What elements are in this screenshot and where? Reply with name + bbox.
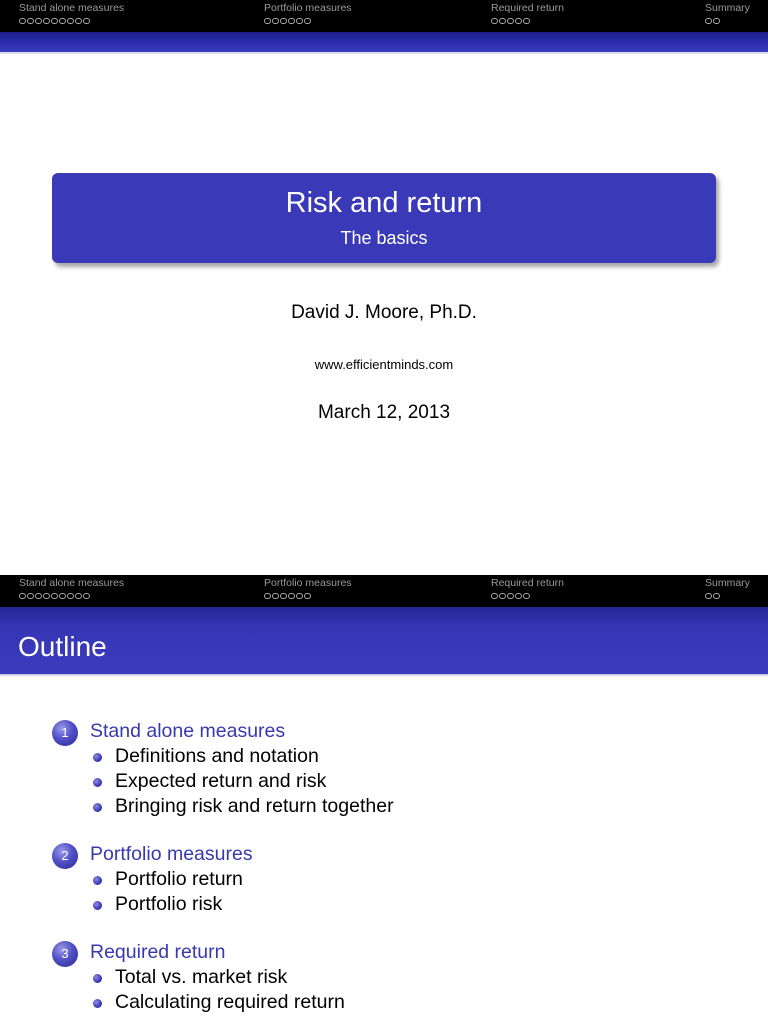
frame-dot-icon[interactable] — [51, 18, 58, 25]
nav-section-summary[interactable] — [705, 576, 750, 602]
section-link-portfolio[interactable]: Portfolio measures — [90, 843, 253, 865]
header-navbar — [0, 575, 768, 607]
nav-section-dots[interactable] — [705, 590, 750, 602]
nav-section-dots[interactable] — [491, 590, 564, 602]
frame-dot-icon[interactable] — [280, 18, 287, 25]
nav-section-title[interactable]: Stand alone measures — [19, 2, 125, 14]
frame-dot-icon[interactable] — [83, 593, 90, 600]
presentation-title: Risk and return — [285, 187, 483, 219]
subsection-link[interactable]: Portfolio return — [115, 868, 243, 890]
nav-section-stand-alone[interactable] — [19, 576, 124, 602]
nav-section-portfolio[interactable] — [264, 576, 352, 602]
subsection-link[interactable]: Portfolio risk — [115, 893, 223, 915]
frame-dot-icon[interactable] — [507, 18, 514, 25]
frame-dot-icon[interactable] — [75, 593, 82, 600]
frame-dot-icon[interactable] — [272, 593, 279, 600]
frame-dot-icon[interactable] — [713, 18, 720, 25]
frame-dot-icon[interactable] — [280, 593, 287, 600]
frame-dot-icon[interactable] — [27, 593, 34, 600]
frame-dot-icon[interactable] — [304, 593, 311, 600]
frame-dot-icon[interactable] — [272, 18, 279, 25]
nav-section-dots[interactable] — [491, 15, 564, 27]
frame-dot-icon[interactable] — [19, 593, 26, 600]
nav-section-title[interactable]: Portfolio measures — [264, 577, 352, 589]
bullet-icon — [93, 778, 102, 787]
subsection-link[interactable]: Definitions and notation — [115, 745, 319, 767]
frame-dot-icon[interactable] — [264, 593, 271, 600]
frame-dot-icon[interactable] — [43, 18, 50, 25]
nav-section-dots[interactable] — [19, 590, 124, 602]
nav-section-title[interactable]: Summary — [705, 2, 750, 14]
frame-dot-icon[interactable] — [83, 18, 90, 25]
author-website: www.efficientminds.com — [314, 357, 454, 372]
nav-section-dots[interactable] — [264, 590, 352, 602]
nav-section-dots[interactable] — [705, 15, 750, 27]
header-navbar — [0, 0, 768, 32]
frame-dot-icon[interactable] — [304, 18, 311, 25]
nav-section-stand-alone[interactable] — [19, 1, 124, 27]
frame-dot-icon[interactable] — [43, 593, 50, 600]
frame-dot-icon[interactable] — [523, 18, 530, 25]
frame-dot-icon[interactable] — [499, 593, 506, 600]
subsection-link[interactable]: Bringing risk and return together — [115, 795, 394, 817]
frame-dot-icon[interactable] — [499, 18, 506, 25]
subsection-link[interactable]: Expected return and risk — [115, 770, 327, 792]
frame-dot-icon[interactable] — [288, 593, 295, 600]
nav-section-title[interactable]: Stand alone measures — [19, 577, 125, 589]
bullet-icon — [93, 803, 102, 812]
frame-dot-icon[interactable] — [515, 18, 522, 25]
frame-dot-icon[interactable] — [67, 593, 74, 600]
frame-title: Outline — [18, 631, 107, 662]
bullet-icon — [93, 876, 102, 885]
frame-dot-icon[interactable] — [35, 593, 42, 600]
section-link-stand-alone[interactable]: Stand alone measures — [90, 720, 286, 742]
frame-dot-icon[interactable] — [67, 18, 74, 25]
nav-section-title[interactable]: Required return — [491, 577, 564, 589]
frame-dot-icon[interactable] — [75, 18, 82, 25]
frame-dot-icon[interactable] — [27, 18, 34, 25]
header-stripe — [0, 32, 768, 52]
presentation-date: March 12, 2013 — [317, 402, 451, 423]
frame-dot-icon[interactable] — [296, 593, 303, 600]
frame-dot-icon[interactable] — [19, 18, 26, 25]
nav-section-portfolio[interactable] — [264, 1, 352, 27]
author-name: David J. Moore, Ph.D. — [291, 302, 477, 323]
frame-dot-icon[interactable] — [515, 593, 522, 600]
subsection-link[interactable]: Calculating required return — [115, 991, 345, 1013]
frame-dot-icon[interactable] — [705, 593, 712, 600]
frame-dot-icon[interactable] — [491, 18, 498, 25]
frame-dot-icon[interactable] — [507, 593, 514, 600]
section-number-ball: 3 — [52, 941, 78, 967]
nav-section-dots[interactable] — [19, 15, 124, 27]
bullet-icon — [93, 999, 102, 1008]
frame-dot-icon[interactable] — [288, 18, 295, 25]
frame-dot-icon[interactable] — [51, 593, 58, 600]
nav-section-summary[interactable] — [705, 1, 750, 27]
frame-dot-icon[interactable] — [713, 593, 720, 600]
outline-slide — [0, 575, 768, 1024]
subsection-link[interactable]: Total vs. market risk — [115, 966, 288, 988]
section-link-required-return[interactable]: Required return — [90, 941, 226, 963]
nav-section-dots[interactable] — [264, 15, 352, 27]
presentation-subtitle: The basics — [340, 228, 428, 248]
bullet-icon — [93, 974, 102, 983]
frame-dot-icon[interactable] — [35, 18, 42, 25]
bullet-icon — [93, 753, 102, 762]
nav-section-title[interactable]: Portfolio measures — [264, 2, 352, 14]
bullet-icon — [93, 901, 102, 910]
frame-dot-icon[interactable] — [705, 18, 712, 25]
frame-title-bar — [0, 607, 768, 674]
nav-section-required-return[interactable] — [491, 576, 564, 602]
frame-dot-icon[interactable] — [264, 18, 271, 25]
nav-section-title[interactable]: Summary — [705, 577, 750, 589]
section-number-ball: 1 — [52, 720, 78, 746]
frame-dot-icon[interactable] — [296, 18, 303, 25]
frame-dot-icon[interactable] — [491, 593, 498, 600]
frame-dot-icon[interactable] — [523, 593, 530, 600]
frame-dot-icon[interactable] — [59, 18, 66, 25]
section-number-ball: 2 — [52, 843, 78, 869]
nav-section-required-return[interactable] — [491, 1, 564, 27]
frame-dot-icon[interactable] — [59, 593, 66, 600]
title-box — [52, 173, 716, 263]
nav-section-title[interactable]: Required return — [491, 2, 564, 14]
